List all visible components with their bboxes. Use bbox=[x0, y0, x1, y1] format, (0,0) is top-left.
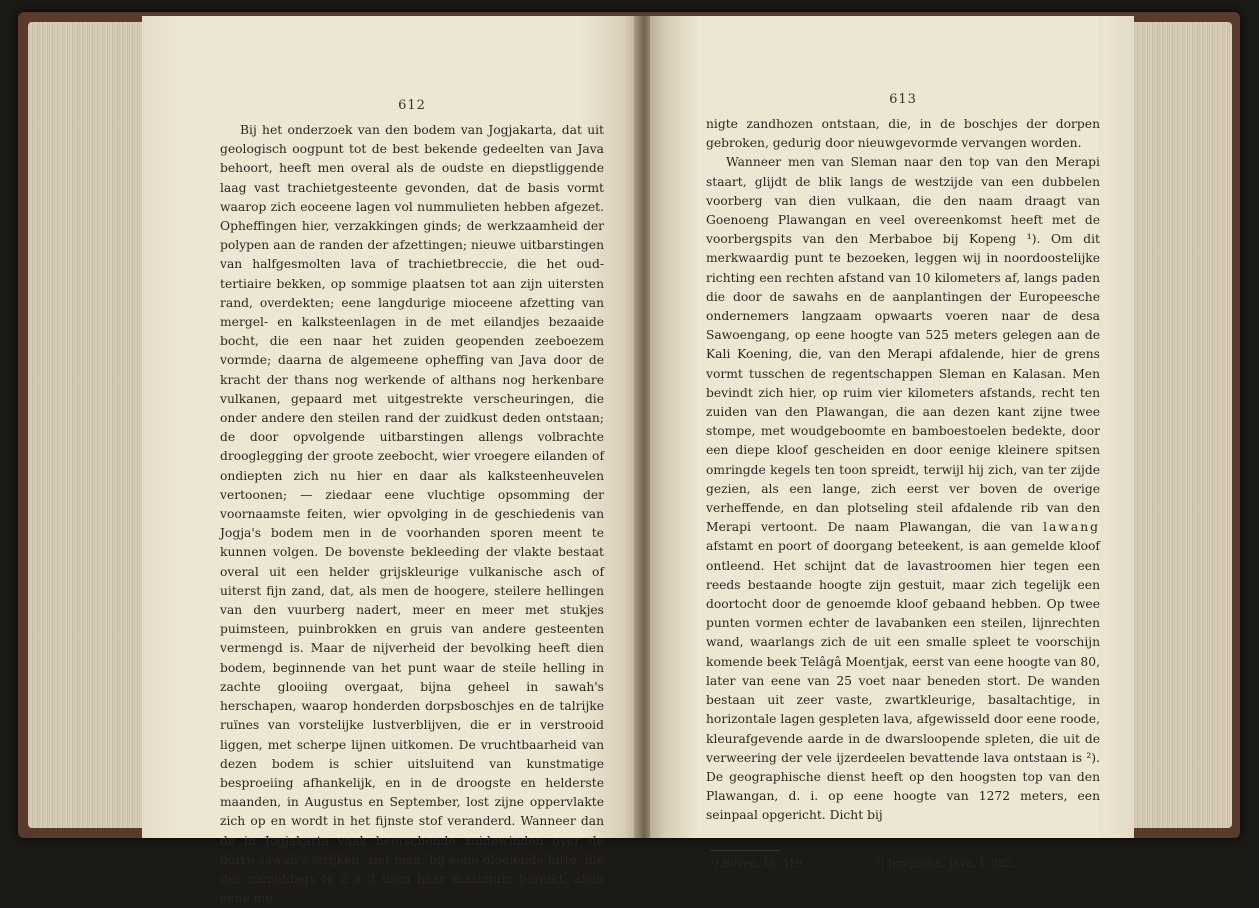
right-page-text bbox=[706, 115, 1100, 826]
footnotes bbox=[706, 857, 1100, 870]
page-edges-left bbox=[28, 22, 148, 828]
paragraph: nigte zandhozen ontstaan, die, in de boschjes der dorpen gebroken, gedurig door nieuwgevormde vervangen worden. bbox=[706, 117, 1100, 151]
footnote: ²) Junghuhn, Java, I. 382. bbox=[875, 856, 1016, 870]
page-number-right: 613 bbox=[889, 92, 917, 107]
paragraph: Bij het onderzoek van den bodem van Jogjakarta, dat uit geologisch oogpunt tot de best bekende gedeelten van Java behoort, heeft men overal als de oudste en diepstliggende laag vast trachietgesteente gevonden, dat de basis vormt waarop zich eoceene lagen vol nummulieten hebben afgezet. Opheffingen hier, verzakkingen ginds; de werkzaamheid der polypen aan de randen der afzettingen; nieuwe uitbarstingen van halfgesmolten lava of trachietbreccie, die het oud-tertiaire bekken, op sommige plaatsen tot aan zijn uitersten rand, overdekten; eene langdurige mioceene afzetting van mergel- en kalksteenlagen in de met eilandjes bezaaide bocht, die een naar het zuiden geopenden zeeboezem vormde; daarna de algemeene opheffing van Java door de kracht der thans nog werkende of althans nog herkenbare vulkanen, gepaard met uitgestrekte verscheuringen, die onder andere den steilen rand der zuidkust deden ontstaan; de door opvolgende uitbarstingen allengs volbrachte drooglegging der groote zeebocht, wier vroegere eilanden of ondiepten zich nu hier en daar als kalksteenheuvelen vertoonen; — ziedaar eene vluchtige opsomming der voornaamste feiten, wier opvolging in de geschiedenis van Jogja's bodem men in de voorhanden sporen meent te kunnen volgen. De bovenste bekleeding der vlakte bestaat overal uit een helder grijskleurige vulkanische asch of uiterst fijn zand, dat, als men de hoogere, steilere hellingen van den vuurberg nadert, meer en meer met stukjes puimsteen, puinbrokken en gruis van andere gesteenten vermengd is. Maar de nijverheid der bevolking heeft dien bodem, beginnende van het punt waar de steile helling in zachte glooiing overgaat, bijna geheel in sawah's herschapen, waarop honderden dorpsboschjes en de talrijke ruïnes van vorstelijke lustverblijven, die er in verstrooid liggen, met scherpe lijnen uitkomen. De vruchtbaarheid van dezen bodem is schier uitsluitend van kunstmatige besproeiing afhankelijk, en in de droogste en helderste maanden, in Augustus en September, lost zijne oppervlakte zich op en wordt in het fijnste stof veranderd. Wanneer dan de in Jogjakarta vaak heerschende zuidewinden over de dorre sawah's strijken, ziet men, bij eene gloeiende hitte, die des namiddags te 2 à 3 uren haar maximum bereikt, alom eene me- bbox=[220, 123, 604, 906]
right-page bbox=[650, 16, 1134, 870]
page-edges-right bbox=[1128, 22, 1232, 828]
footnote-rule bbox=[710, 850, 780, 851]
paragraph-part: Wanneer men van Sleman naar den top van den Merapi staart, glijdt de blik langs de westzijde van een dubbelen voorberg van dien vulkaan, die den naam draagt van Goenoeng Plawangan en veel overeenkomst heeft met de voorbergspits van den Merbaboe bij Kopeng ¹). Om dit merkwaardig punt te bezoeken, leggen wij in noordoostelijke richting een rechten afstand van 10 kilometers af, langs paden die door de sawahs en de aanplantingen der Europeesche ondernemers langzaam opwaarts voeren naar de desa Sawoengang, op eene hoogte van 525 meters gelegen aan de Kali Koening, die, van den Merapi afdalende, hier de grens vormt tusschen de regentschappen Sleman en Kalasan. Men bevindt zich hier, op ruim vier kilometers afstands, recht ten zuiden van den Plawangan, die aan dezen kant zijne twee stompe, met woudgeboomte en bamboestoelen bedekte, door een diepe kloof gescheiden en door eenige kleinere spitsen omringde kegels ten toon spreidt, terwijl hij zich, van ter zijde gezien, als een lange, zich eerst ver boven de overige verheffende, en dan plotseling steil afdalende rib van den Merapi vertoont. De naam Plawangan, die van bbox=[706, 155, 1100, 535]
footnote: ¹) Boven, bl. 519. bbox=[710, 856, 806, 870]
spaced-word: lawang bbox=[1043, 520, 1100, 535]
left-page bbox=[142, 16, 638, 906]
paragraph-part: afstamt en poort of doorgang beteekent, is aan gemelde kloof ontleend. Het schijnt dat de lavastroomen hier tegen een reeds bestaande hoogte zijn gestuit, maar zich tegelijk een doortocht door de genoemde kloof gebaand hebben. Op twee punten vormen echter de lavabanken een steilen, lijnrechten wand, waarlangs zich de uit een smalle spleet te voorschijn komende beek Telâgâ Moentjak, eerst van eene hoogte van 80, later van eene van 25 voet naar beneden stort. De wanden bestaan uit zeer vaste, zwartkleurige, basaltachtige, in horizontale lagen gespleten lava, afgewisseld door eene roode, kleurafgevende aarde in de dwarsloopende spleten, die uit de verweering der vele ijzerdeelen bevattende lava ontstaan is ²). De geographische dienst heeft op den hoogsten top van den Plawangan, d. i. op eene hoogte van 1272 meters, een seinpaal opgericht. Dicht bij bbox=[706, 539, 1100, 823]
page-number-left: 612 bbox=[398, 98, 426, 113]
left-page-text bbox=[220, 121, 604, 908]
paragraph bbox=[706, 153, 1100, 825]
